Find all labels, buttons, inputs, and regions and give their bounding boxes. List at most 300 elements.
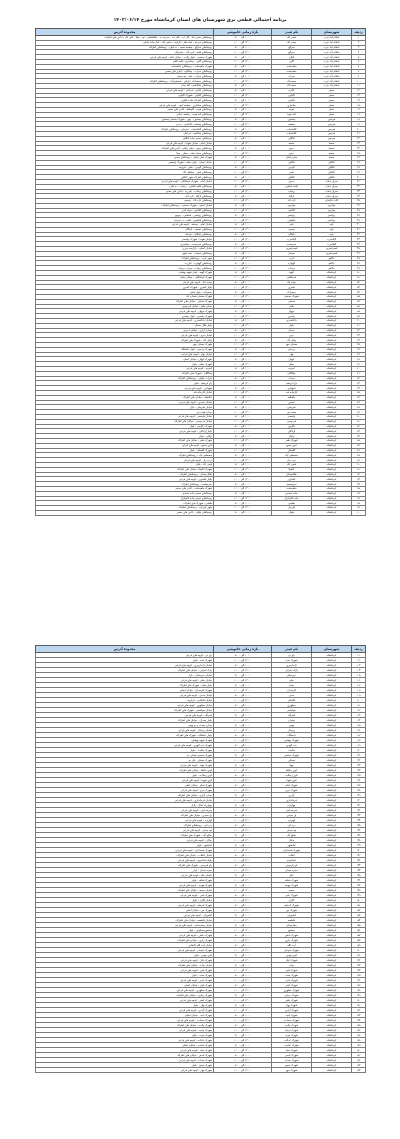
city-cell: کرمانشاه xyxy=(312,973,352,978)
row-number: ۱۰ xyxy=(352,79,366,84)
time-range-cell: ۱۰:۰۰ الی ۰۸:۰۰ xyxy=(214,703,272,708)
row-number: ۱۶۶ xyxy=(352,978,366,983)
address-cell: چقاگلان - شهرک های اطراف xyxy=(36,371,214,376)
time-range-cell: ۱۲:۰۰ الی ۱۰:۰۰ xyxy=(214,486,272,491)
time-range-cell: ۱۰:۰۰ الی ۰۸:۰۰ xyxy=(214,472,272,477)
feeder-cell: گیلانغرب xyxy=(272,237,312,242)
time-range-cell: ۱۲:۰۰ الی ۱۰:۰۰ xyxy=(214,227,272,232)
city-cell: سنقر xyxy=(312,103,352,108)
row-number: ۲۶ xyxy=(352,155,366,160)
city-cell: کرمانشاه xyxy=(312,510,352,515)
row-number: ۸۹ xyxy=(352,458,366,463)
feeder-cell: صالح آباد xyxy=(272,833,312,838)
row-number: ۱۱۶ xyxy=(352,728,366,733)
feeder-cell: زاگرس xyxy=(272,424,312,429)
time-range-cell: ۱۲:۰۰ الی ۱۰:۰۰ xyxy=(214,1038,272,1043)
row-number: ۶۸ xyxy=(352,357,366,362)
time-range-cell: ۱۲:۰۰ الی ۱۰:۰۰ xyxy=(214,838,272,843)
feeder-cell: شهرک مهر xyxy=(272,1068,312,1073)
address-cell: مجتمع مسکونی - بلوار xyxy=(36,928,214,933)
row-number: ۷۱ xyxy=(352,371,366,376)
row-number: ۳۱ xyxy=(352,179,366,184)
row-number: ۱۴۱ xyxy=(352,853,366,858)
time-range-cell: ۱۲:۰۰ الی ۱۰:۰۰ xyxy=(214,1058,272,1063)
row-number: ۹۲ xyxy=(352,472,366,477)
city-cell: سنقر xyxy=(312,107,352,112)
time-range-cell: ۱۰:۰۰ الی ۰۸:۰۰ xyxy=(214,753,272,758)
feeder-cell: فردوسی xyxy=(272,419,312,424)
row-number: ۵۲ xyxy=(352,280,366,285)
feeder-cell: دادگستری xyxy=(272,319,312,324)
feeder-cell: گلزار xyxy=(272,898,312,903)
row-number: ۱۰۹ xyxy=(352,693,366,698)
row-number: ۱۹ xyxy=(352,122,366,127)
time-range-cell: ۱۰:۰۰ الی ۰۸:۰۰ xyxy=(214,347,272,352)
city-cell: کرمانشاه xyxy=(312,913,352,918)
city-cell: کرمانشاه xyxy=(312,438,352,443)
row-number: ۸۶ xyxy=(352,443,366,448)
feeder-cell: ماهیدشت xyxy=(272,69,312,74)
address-cell: دره دراز - کوچه های فرعی xyxy=(36,458,214,463)
city-cell: کرمانشاه xyxy=(312,357,352,362)
city-cell: اسلام آباد غرب xyxy=(312,50,352,55)
time-range-cell: ۱۰:۰۰ الی ۰۸:۰۰ xyxy=(214,803,272,808)
time-range-cell: ۱۲:۰۰ الی ۱۰:۰۰ xyxy=(214,151,272,156)
city-cell: کرمانشاه xyxy=(312,290,352,295)
city-cell: قصرشیرین xyxy=(312,247,352,252)
time-range-cell: ۱۰:۰۰ الی ۰۸:۰۰ xyxy=(214,793,272,798)
address-cell: وکیل آباد - شهرک های اطراف xyxy=(36,338,214,343)
city-cell: روانسر xyxy=(312,213,352,218)
time-range-cell: ۱۲:۰۰ الی ۱۰:۰۰ xyxy=(214,778,272,783)
time-range-cell: ۱۰:۰۰ الی ۰۸:۰۰ xyxy=(214,653,272,658)
row-number: ۷۹ xyxy=(352,410,366,415)
feeder-cell: آزادی xyxy=(272,793,312,798)
address-cell: کوی رسالت - بلوار xyxy=(36,773,214,778)
address-cell: شهرک بنت الهدی - کوچه های فرعی xyxy=(36,743,214,748)
city-cell: کرمانشاه xyxy=(312,843,352,848)
row-number: ۲۰ xyxy=(352,127,366,132)
time-range-cell: ۱۰:۰۰ الی ۰۸:۰۰ xyxy=(214,36,272,41)
row-number: ۱۲۹ xyxy=(352,793,366,798)
city-cell: سرپل ذهاب xyxy=(312,189,352,194)
address-cell: کوی مهدی - بلوار xyxy=(36,953,214,958)
feeder-cell: باغ نی xyxy=(272,653,312,658)
feeder-cell: دانشگاه xyxy=(272,733,312,738)
feeder-cell: پردیس xyxy=(272,347,312,352)
city-cell: پاوه xyxy=(312,227,352,232)
city-cell: گیلانغرب xyxy=(312,242,352,247)
city-cell: کرمانشاه xyxy=(312,304,352,309)
address-cell: خیابان خیام - کوچه های فرعی xyxy=(36,678,214,683)
address-cell: شهرک صنعتی - بلوار ولایت - خیابان امام - کوچه های فرعی xyxy=(36,55,214,60)
address-cell: خیابان نواب - خیابان های اطراف xyxy=(36,963,214,968)
feeder-cell: شهرک معاد xyxy=(272,1048,312,1053)
address-cell: شهرک مهدیه - کوچه های فرعی xyxy=(36,883,214,888)
feeder-cell: کارخانه قند xyxy=(272,390,312,395)
city-cell: کرمانشاه xyxy=(312,477,352,482)
row-number: ۵۵ xyxy=(352,295,366,300)
time-range-cell: ۱۰:۰۰ الی ۰۸:۰۰ xyxy=(214,923,272,928)
feeder-cell: کوزران xyxy=(272,506,312,511)
feeder-cell: کسری xyxy=(272,285,312,290)
time-range-cell: ۱۲:۰۰ الی ۱۰:۰۰ xyxy=(214,352,272,357)
address-cell: شهرک کیهان - خیابان اصلی xyxy=(36,357,214,362)
time-range-cell: ۱۲:۰۰ الی ۱۰:۰۰ xyxy=(214,958,272,963)
row-number: ۱۵۶ xyxy=(352,928,366,933)
city-cell: کرمانشاه xyxy=(312,328,352,333)
time-range-cell: ۱۲:۰۰ الی ۱۰:۰۰ xyxy=(214,828,272,833)
row-number: ۶۵ xyxy=(352,343,366,348)
address-cell: شهرک زاگرس - بلوار xyxy=(36,424,214,429)
row-number: ۱۰۰ xyxy=(352,510,366,515)
row-number: ۱۱۰ xyxy=(352,698,366,703)
row-number: ۱۰۳ xyxy=(352,663,366,668)
feeder-cell: کوی رسالت xyxy=(272,773,312,778)
time-range-cell: ۱۰:۰۰ الی ۰۸:۰۰ xyxy=(214,1033,272,1038)
column-header: محدوده آدرس xyxy=(36,29,214,36)
feeder-cell: شهرک صنعتی xyxy=(272,753,312,758)
address-cell: روستاهای روانسر - شاهینی - بیونیج xyxy=(36,213,214,218)
address-cell: روستاهای شاهینی - قلعه - ده سرخه xyxy=(36,218,214,223)
city-cell: کرمانشاه xyxy=(312,424,352,429)
row-number: ۱۶۳ xyxy=(352,963,366,968)
city-cell: صحنه xyxy=(312,146,352,151)
row-number: ۱۶۷ xyxy=(352,983,366,988)
row-number: ۴۶ xyxy=(352,251,366,256)
time-range-cell: ۱۲:۰۰ الی ۱۰:۰۰ xyxy=(214,59,272,64)
address-cell: خیابان نیرو - کوچه های فرعی xyxy=(36,333,214,338)
city-cell: کرمانشاه xyxy=(312,275,352,280)
row-number: ۱۳۱ xyxy=(352,803,366,808)
city-cell: کرمانشاه xyxy=(312,793,352,798)
feeder-cell: سراب xyxy=(272,376,312,381)
address-cell: صالح آباد - شهرک های اطراف xyxy=(36,833,214,838)
outage-table-1 xyxy=(35,28,366,516)
time-range-cell: ۱۲:۰۰ الی ۱۰:۰۰ xyxy=(214,978,272,983)
address-cell: روستاهای مسیر جاده کنگاور xyxy=(36,136,214,141)
city-cell: کرمانشاه xyxy=(312,943,352,948)
table-header-row xyxy=(36,29,366,36)
address-cell: روستاهای سراب - چقاکبود - آبادی های مسیر xyxy=(36,69,214,74)
time-range-cell: ۱۲:۰۰ الی ۱۰:۰۰ xyxy=(214,948,272,953)
address-cell: دره کی - روستاهای اطراف xyxy=(36,823,214,828)
feeder-cell: کوی بسیج xyxy=(272,443,312,448)
city-cell: کرمانشاه xyxy=(312,813,352,818)
city-cell: کرمانشاه xyxy=(312,429,352,434)
row-number: ۵۰ xyxy=(352,271,366,276)
row-number: ۱۴۶ xyxy=(352,878,366,883)
address-cell: باغ فردوس - شهرک های اطراف xyxy=(36,863,214,868)
address-cell: روستاهای بیستون - چهر - شهرک صنعتی بیستون xyxy=(36,117,214,122)
feeder-cell: قلعه شاهین xyxy=(272,184,312,189)
address-cell: شهرک قدس - خیابان های اطراف xyxy=(36,1053,214,1058)
city-cell: کرمانشاه xyxy=(312,434,352,439)
row-number: ۱۷۷ xyxy=(352,1033,366,1038)
address-cell: شهرک صنعتی شماره یک xyxy=(36,295,214,300)
address-cell: خیابان اصلی - بلوار معلم - شهرک ولیعصر xyxy=(36,160,214,165)
address-cell: شهرک دانش - کوچه های فرعی xyxy=(36,933,214,938)
city-cell: صحنه xyxy=(312,141,352,146)
address-cell: روستاهای چشمه - بالاخانی - ده نو xyxy=(36,122,214,127)
time-range-cell: ۱۲:۰۰ الی ۱۰:۰۰ xyxy=(214,323,272,328)
city-cell: کرمانشاه xyxy=(312,928,352,933)
column-header: محدوده آدرس xyxy=(36,646,214,653)
row-number: ۱۶ xyxy=(352,107,366,112)
feeder-cell: شهرک دانش xyxy=(272,933,312,938)
row-number: ۱۴۰ xyxy=(352,848,366,853)
time-range-cell: ۱۲:۰۰ الی ۱۰:۰۰ xyxy=(214,141,272,146)
address-cell: خیابان کاشانی - بازارچه xyxy=(36,698,214,703)
city-cell: دالاهو xyxy=(312,266,352,271)
address-cell: روستاهای دینور - میان راهان - آبادی های اطراف xyxy=(36,146,214,151)
feeder-cell: هلشی xyxy=(272,501,312,506)
time-range-cell: ۱۰:۰۰ الی ۰۸:۰۰ xyxy=(214,713,272,718)
time-range-cell: ۱۲:۰۰ الی ۱۰:۰۰ xyxy=(214,858,272,863)
feeder-cell: آبشوران xyxy=(272,913,312,918)
feeder-cell: شهرک مهدیه xyxy=(272,883,312,888)
feeder-cell: سمیه xyxy=(272,888,312,893)
time-range-cell: ۱۲:۰۰ الی ۱۰:۰۰ xyxy=(214,738,272,743)
row-number: ۷۲ xyxy=(352,376,366,381)
city-cell: کرمانشاه xyxy=(312,798,352,803)
feeder-cell: پاوه xyxy=(272,223,312,228)
row-number: ۳۰ xyxy=(352,175,366,180)
city-cell: کرمانشاه xyxy=(312,314,352,319)
time-range-cell: ۱۰:۰۰ الی ۰۸:۰۰ xyxy=(214,213,272,218)
city-cell: کرمانشاه xyxy=(312,768,352,773)
city-cell: کرمانشاه xyxy=(312,968,352,973)
time-range-cell: ۱۲:۰۰ الی ۱۰:۰۰ xyxy=(214,1018,272,1023)
address-cell: خیابان بهار - کوچه های فرعی xyxy=(36,352,214,357)
city-cell: کرمانشاه xyxy=(312,1058,352,1063)
address-cell: کوی حافظ - خیابان های اطراف xyxy=(36,768,214,773)
address-cell: شهرک آزادی - کوچه های فرعی xyxy=(36,1008,214,1013)
document-page-1 xyxy=(35,18,365,523)
feeder-cell: انقلاب xyxy=(272,853,312,858)
city-cell: کنگاور xyxy=(312,170,352,175)
address-cell: شهر کرند - روستاهای اطراف xyxy=(36,256,214,261)
city-cell: کرمانشاه xyxy=(312,1013,352,1018)
time-range-cell: ۱۲:۰۰ الی ۱۰:۰۰ xyxy=(214,1028,272,1033)
time-range-cell: ۱۰:۰۰ الی ۰۸:۰۰ xyxy=(214,683,272,688)
feeder-cell: کنه هوبه xyxy=(272,112,312,117)
address-cell: جعفرآباد - بلوار اصلی xyxy=(36,290,214,295)
row-number: ۷۶ xyxy=(352,395,366,400)
city-cell: کرمانشاه xyxy=(312,319,352,324)
row-number: ۱۴۹ xyxy=(352,893,366,898)
feeder-cell: سرچشمه xyxy=(272,482,312,487)
city-cell: کرمانشاه xyxy=(312,1023,352,1028)
address-cell: شهرک صنعتی شماره دو xyxy=(36,753,214,758)
city-cell: کرمانشاه xyxy=(312,828,352,833)
row-number: ۱۶۰ xyxy=(352,948,366,953)
time-range-cell: ۱۲:۰۰ الی ۱۰:۰۰ xyxy=(214,40,272,45)
city-cell: کرمانشاه xyxy=(312,1028,352,1033)
row-number: ۸۵ xyxy=(352,438,366,443)
address-cell: روستاهای ریجاب - بانزرده - آبادی های مسیر xyxy=(36,189,214,194)
city-cell: کرمانشاه xyxy=(312,472,352,477)
address-cell: کهریزه - کوچه های فرعی xyxy=(36,818,214,823)
address-cell: شهرک ولایت - خیابان های اطراف xyxy=(36,1023,214,1028)
time-range-cell: ۱۰:۰۰ الی ۰۸:۰۰ xyxy=(214,299,272,304)
row-number: ۴۸ xyxy=(352,261,366,266)
address-cell: شهرک نسیم - بلوار xyxy=(36,1063,214,1068)
row-number: ۸۳ xyxy=(352,429,366,434)
row-number: ۹۱ xyxy=(352,467,366,472)
row-number: ۳۳ xyxy=(352,189,366,194)
time-range-cell: ۱۰:۰۰ الی ۰۸:۰۰ xyxy=(214,45,272,50)
address-cell: شهرک رشیدی - بلوار رشیدی xyxy=(36,314,214,319)
city-cell: اسلام آباد غرب xyxy=(312,69,352,74)
city-cell: پاوه xyxy=(312,223,352,228)
row-number: ۲۴ xyxy=(352,146,366,151)
feeder-cell: گهواره xyxy=(272,261,312,266)
address-cell: روستاهای سومار - نفت شهر xyxy=(36,251,214,256)
time-range-cell: ۱۰:۰۰ الی ۰۸:۰۰ xyxy=(214,763,272,768)
feeder-cell: طاقبستان xyxy=(272,472,312,477)
document-page-2 xyxy=(35,645,365,1095)
feeder-cell: شهرک بهشتی xyxy=(272,738,312,743)
column-header: ردیف xyxy=(352,646,366,653)
city-cell: اسلام آباد غرب xyxy=(312,74,352,79)
city-cell: سرپل ذهاب xyxy=(312,179,352,184)
time-range-cell: ۱۲:۰۰ الی ۱۰:۰۰ xyxy=(214,868,272,873)
city-cell: کرمانشاه xyxy=(312,386,352,391)
row-number: ۱۰۵ xyxy=(352,673,366,678)
time-range-cell: ۱۰:۰۰ الی ۰۸:۰۰ xyxy=(214,376,272,381)
feeder-cell: شهیادی xyxy=(272,386,312,391)
feeder-cell: سرگچ xyxy=(272,45,312,50)
feeder-cell: باغ فردوس xyxy=(272,863,312,868)
row-number: ۱۸۱ xyxy=(352,1053,366,1058)
city-cell: کرمانشاه xyxy=(312,753,352,758)
city-cell: کرمانشاه xyxy=(312,462,352,467)
row-number: ۱۷۴ xyxy=(352,1018,366,1023)
feeder-cell: شهرک عدالت xyxy=(272,1038,312,1043)
row-number: ۹۶ xyxy=(352,491,366,496)
time-range-cell: ۱۲:۰۰ الی ۱۰:۰۰ xyxy=(214,419,272,424)
city-cell: کرمانشاه xyxy=(312,898,352,903)
city-cell: صحنه xyxy=(312,155,352,160)
row-number: ۱۴۴ xyxy=(352,868,366,873)
city-cell: کرمانشاه xyxy=(312,443,352,448)
feeder-cell: حکمت xyxy=(272,748,312,753)
time-range-cell: ۱۲:۰۰ الی ۱۰:۰۰ xyxy=(214,285,272,290)
time-range-cell: ۱۲:۰۰ الی ۱۰:۰۰ xyxy=(214,748,272,753)
row-number: ۸ xyxy=(352,69,366,74)
feeder-cell: کوی حافظ xyxy=(272,768,312,773)
city-cell: کرمانشاه xyxy=(312,347,352,352)
time-range-cell: ۱۲:۰۰ الی ۱۰:۰۰ xyxy=(214,343,272,348)
address-cell: روستاهای محمدآباد - کرکی - شمشیرآباد - روستاهای اطراف xyxy=(36,79,214,84)
time-range-cell: ۱۲:۰۰ الی ۱۰:۰۰ xyxy=(214,848,272,853)
city-cell: کرمانشاه xyxy=(312,496,352,501)
column-header: نام فیدر xyxy=(272,29,312,36)
address-cell: خیابان امام - خیابان شهدا - کوچه های فرعی xyxy=(36,141,214,146)
time-range-cell: ۱۰:۰۰ الی ۰۸:۰۰ xyxy=(214,98,272,103)
feeder-cell: بیمارستان xyxy=(272,923,312,928)
city-cell: کرمانشاه xyxy=(312,362,352,367)
address-cell: روستاهای قلعه شاهین - ریجاب - ده لیلی xyxy=(36,184,214,189)
time-range-cell: ۱۰:۰۰ الی ۰۸:۰۰ xyxy=(214,203,272,208)
feeder-cell: شهرک باهنر xyxy=(272,998,312,1003)
row-number: ۱۴۳ xyxy=(352,863,366,868)
city-cell: کرمانشاه xyxy=(312,848,352,853)
city-cell: کرمانشاه xyxy=(312,486,352,491)
time-range-cell: ۱۲:۰۰ الی ۱۰:۰۰ xyxy=(214,668,272,673)
city-cell: کرمانشاه xyxy=(312,1053,352,1058)
address-cell: روستاهای مسیر جاده کامیاران xyxy=(36,496,214,501)
city-cell: کرمانشاه xyxy=(312,748,352,753)
address-cell: روستاهای گلین - چغاسرخ - قلعه گلین xyxy=(36,59,214,64)
address-cell: شهرک حکمت - بلوار xyxy=(36,748,214,753)
city-cell: کرمانشاه xyxy=(312,948,352,953)
feeder-cell: علم xyxy=(272,873,312,878)
time-range-cell: ۱۰:۰۰ الی ۰۸:۰۰ xyxy=(214,83,272,88)
row-number: ۵۱ xyxy=(352,275,366,280)
feeder-cell: جوانرود xyxy=(272,203,312,208)
time-range-cell: ۱۰:۰۰ الی ۰۸:۰۰ xyxy=(214,1013,272,1018)
city-cell: کرمانشاه xyxy=(312,271,352,276)
feeder-cell: شهرک رجایی xyxy=(272,993,312,998)
row-number: ۱۸۳ xyxy=(352,1063,366,1068)
city-cell: کرمانشاه xyxy=(312,390,352,395)
time-range-cell: ۱۲:۰۰ الی ۱۰:۰۰ xyxy=(214,708,272,713)
feeder-cell: شهرک نفت xyxy=(272,658,312,663)
address-cell: شهرک صدف - کوچه های فرعی xyxy=(36,1058,214,1063)
row-number: ۸۱ xyxy=(352,419,366,424)
row-number: ۱۱۴ xyxy=(352,718,366,723)
time-range-cell: ۱۰:۰۰ الی ۰۸:۰۰ xyxy=(214,223,272,228)
address-cell: بلوار کشاورز - کوچه های فرعی xyxy=(36,477,214,482)
address-cell: شهرک امامت - خیابان اصلی xyxy=(36,1043,214,1048)
feeder-cell: تپه میدان xyxy=(272,828,312,833)
time-range-cell: ۱۲:۰۰ الی ۱۰:۰۰ xyxy=(214,878,272,883)
row-number: ۸۷ xyxy=(352,448,366,453)
time-range-cell: ۱۲:۰۰ الی ۱۰:۰۰ xyxy=(214,718,272,723)
feeder-cell: مصطفی آباد xyxy=(272,453,312,458)
row-number: ۱۳۲ xyxy=(352,808,366,813)
row-number: ۱ xyxy=(352,36,366,41)
address-cell: شهرک ماهیدشت - آبادی های مسیر xyxy=(36,486,214,491)
feeder-cell: هفت تیر xyxy=(272,410,312,415)
city-cell: کرمانشاه xyxy=(312,998,352,1003)
column-header: شهرستان xyxy=(312,646,352,653)
row-number: ۱۳۴ xyxy=(352,818,366,823)
city-cell: اسلام آباد غرب xyxy=(312,55,352,60)
address-cell: شهرک غدیر - کوچه های فرعی xyxy=(36,978,214,983)
city-cell: کرمانشاه xyxy=(312,371,352,376)
feeder-cell: شهرک امام xyxy=(272,783,312,788)
city-cell: کرمانشاه xyxy=(312,467,352,472)
time-range-cell: ۱۰:۰۰ الی ۰۸:۰۰ xyxy=(214,242,272,247)
feeder-cell: ماهیدشت xyxy=(272,486,312,491)
feeder-cell: بهار xyxy=(272,352,312,357)
city-cell: کرمانشاه xyxy=(312,405,352,410)
city-cell: روانسر xyxy=(312,218,352,223)
feeder-cell: شهرک صنعتی xyxy=(272,295,312,300)
row-number: ۱۲۵ xyxy=(352,773,366,778)
feeder-cell: شهرک فجر xyxy=(272,968,312,973)
table-body-2 xyxy=(36,653,366,1073)
address-cell: سرچشمه - روستاهای اطراف xyxy=(36,482,214,487)
feeder-cell: ساتیاری xyxy=(272,103,312,108)
feeder-cell: شهرک غدیر xyxy=(272,978,312,983)
time-range-cell: ۱۲:۰۰ الی ۱۰:۰۰ xyxy=(214,678,272,683)
column-header: شهرستان xyxy=(312,29,352,36)
address-cell: بلوار آزادگان - کوچه های فرعی xyxy=(36,429,214,434)
